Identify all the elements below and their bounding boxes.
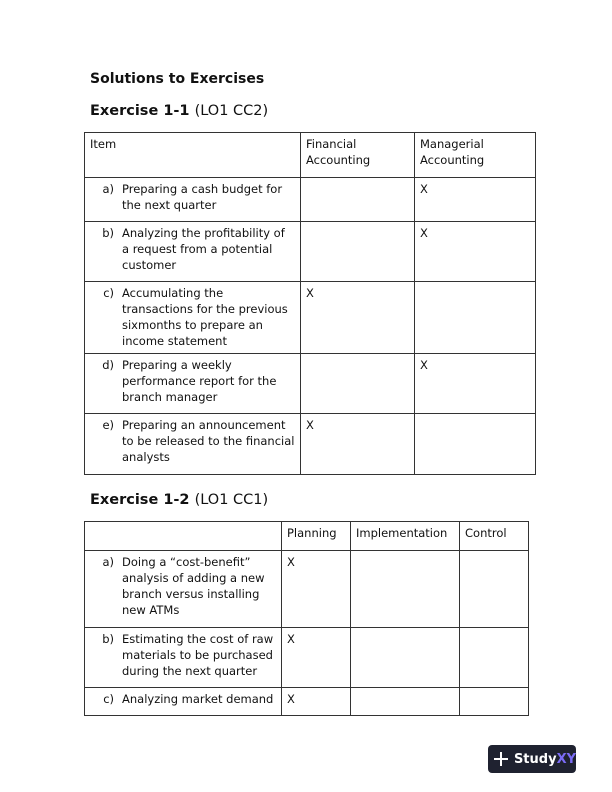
header-managerial-accounting: Managerial Accounting [415, 133, 536, 178]
item-letter: b) [102, 226, 114, 240]
control-mark [460, 551, 529, 628]
financial-mark [301, 354, 415, 414]
page-heading: Solutions to Exercises [90, 71, 265, 87]
item-letter: a) [102, 555, 114, 569]
logo-text [514, 752, 576, 767]
managerial-mark: X [415, 178, 536, 222]
exercise-1-code: (LO1 CC2) [194, 103, 269, 119]
header-control: Control [460, 522, 529, 551]
implementation-mark [351, 688, 460, 716]
item-letter: e) [102, 418, 114, 432]
control-mark [460, 628, 529, 688]
managerial-mark: X [415, 222, 536, 282]
header-planning: Planning [282, 522, 351, 551]
item-text: Accumulating the transactions for the previous sixmonths to prepare an income statement [122, 286, 288, 348]
exercise-1-name: Exercise 1-1 [90, 103, 190, 119]
planning-mark: X [282, 551, 351, 628]
item-letter: c) [103, 692, 114, 706]
exercise-2-name: Exercise 1-2 [90, 492, 190, 508]
studyxy-logo [488, 745, 576, 773]
item-text: Preparing a weekly performance report for the branch manager [122, 358, 277, 404]
managerial-mark [415, 282, 536, 354]
table-row [85, 688, 529, 716]
table-row [85, 178, 536, 222]
exercise-2-code: (LO1 CC1) [194, 492, 269, 508]
implementation-mark [351, 551, 460, 628]
header-financial-accounting: Financial Accounting [301, 133, 415, 178]
item-text: Analyzing the profitability of a request from a potential customer [122, 226, 285, 272]
exercise-1-table [84, 132, 536, 475]
managerial-mark: X [415, 354, 536, 414]
item-text: Doing a “cost-benefit” analysis of adding a new branch versus installing new ATMs [122, 555, 265, 617]
planning-mark: X [282, 688, 351, 716]
item-text: Preparing an announcement to be released to the financial analysts [122, 418, 295, 464]
financial-mark: X [301, 282, 415, 354]
table-row [85, 551, 529, 628]
item-letter: c) [103, 286, 114, 300]
plus-icon [494, 752, 508, 766]
header-implementation: Implementation [351, 522, 460, 551]
table-row [85, 414, 536, 475]
item-letter: a) [102, 182, 114, 196]
exercise-2-table [84, 521, 529, 716]
item-text: Estimating the cost of raw materials to be purchased during the next quarter [122, 632, 274, 678]
exercise-2-title [90, 492, 268, 508]
financial-mark: X [301, 414, 415, 475]
financial-mark [301, 222, 415, 282]
item-letter: d) [102, 358, 114, 372]
logo-text-accent: XY [556, 751, 576, 767]
table-row [85, 222, 536, 282]
item-text: Preparing a cash budget for the next quarter [122, 182, 283, 212]
managerial-mark [415, 414, 536, 475]
header-item: Item [85, 133, 301, 178]
header-item-blank [85, 522, 282, 551]
implementation-mark [351, 628, 460, 688]
table-row [85, 354, 536, 414]
control-mark [460, 688, 529, 716]
item-text: Analyzing market demand [122, 692, 274, 706]
logo-text-main: Study [513, 751, 557, 767]
table-row [85, 282, 536, 354]
financial-mark [301, 178, 415, 222]
table-row [85, 628, 529, 688]
item-letter: b) [102, 632, 114, 646]
exercise-1-title [90, 103, 268, 119]
planning-mark: X [282, 628, 351, 688]
